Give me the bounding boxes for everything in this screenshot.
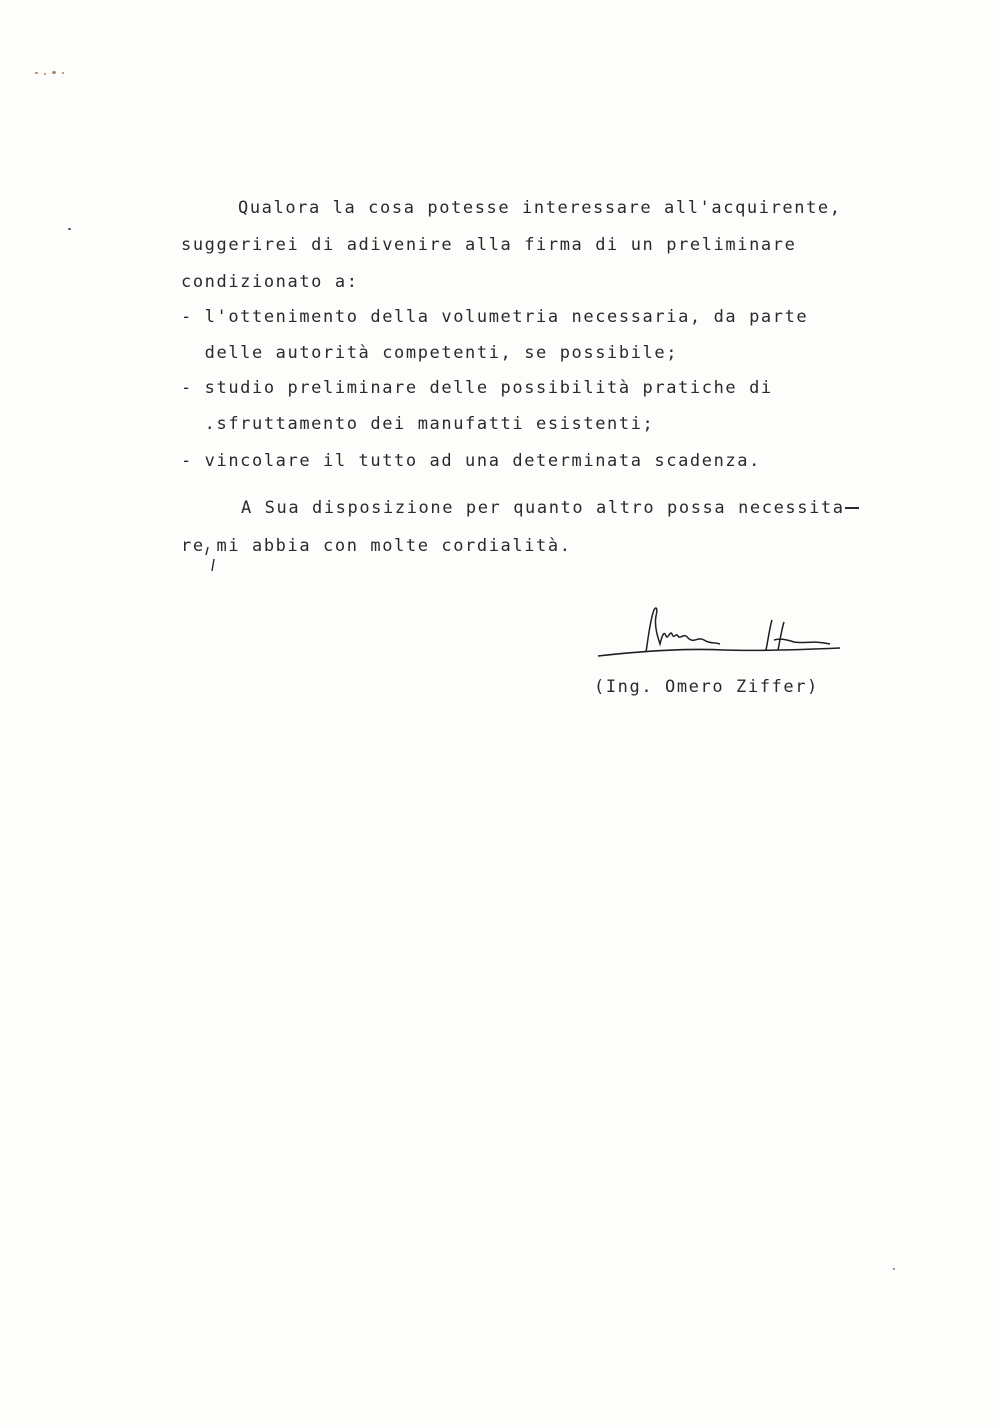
para1-line-2: suggerirei di adivenire alla firma di un preliminare (181, 235, 797, 255)
para2-line-2: re mi abbia con molte cordialità. (181, 536, 572, 556)
apostrophe-mark (200, 545, 220, 575)
bullet-1-line-1: - l'ottenimento della volumetria necessaria, da parte (181, 307, 809, 327)
bullet-2-line-1: - studio preliminare delle possibilità pratiche di (181, 378, 773, 398)
para1-line-3: condizionato a: (181, 272, 359, 292)
para1-line-1: Qualora la cosa potesse interessare all'acquirente, (238, 198, 842, 218)
underline-mark (845, 507, 859, 509)
bullet-1-line-2: delle autorità competenti, se possibile; (181, 343, 679, 363)
bullet-3-line-1: - vincolare il tutto ad una determinata scadenza. (181, 451, 761, 471)
para2-line-1: A Sua disposizione per quanto altro possa necessita (241, 498, 845, 518)
bullet-2-line-2: .sfruttamento dei manufatti esistenti; (181, 414, 655, 434)
handwritten-signature (594, 600, 844, 670)
signer-name: (Ing. Omero Ziffer) (594, 677, 819, 697)
